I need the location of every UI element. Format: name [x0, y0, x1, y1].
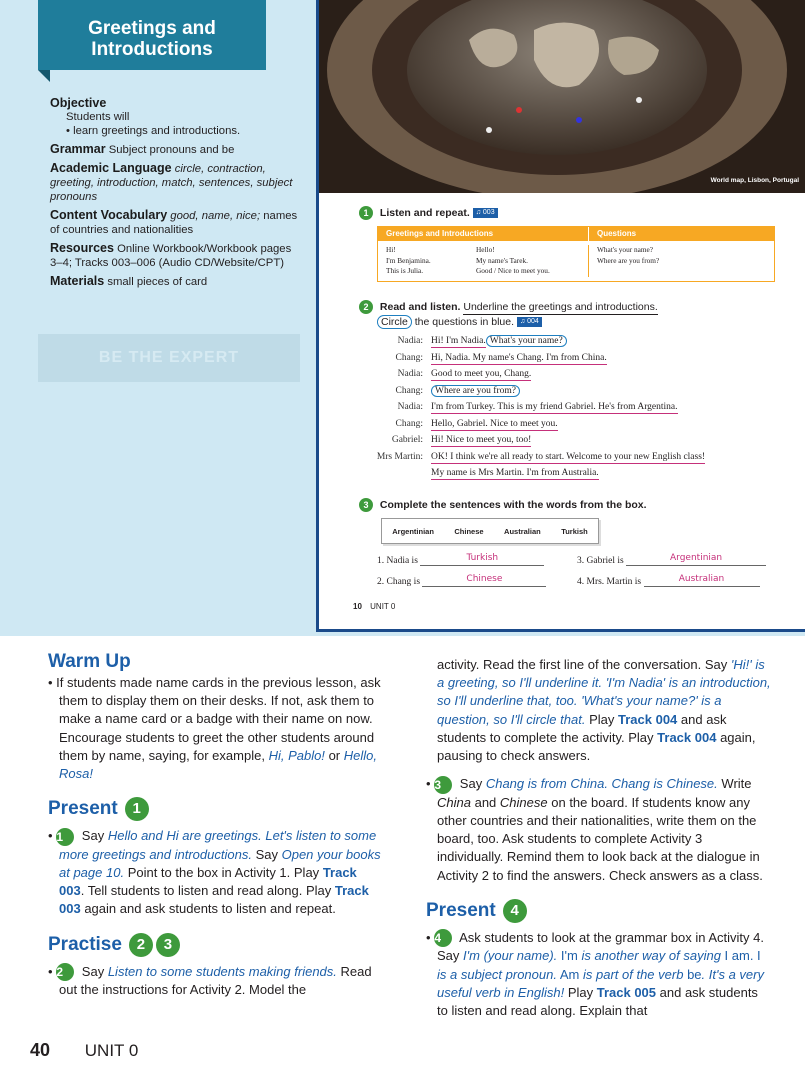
body-text: Play — [589, 711, 615, 727]
grammar-heading: Grammar — [50, 142, 106, 156]
activity-badge: 1 — [56, 828, 74, 846]
practise-heading — [48, 933, 384, 957]
say-text: Say — [81, 828, 105, 844]
unit-label: UNIT 0 — [84, 1041, 139, 1060]
grammar-text: Subject pronouns and be — [108, 144, 235, 156]
box-cell: Hi! — [386, 245, 396, 254]
activity-1-text: Listen and repeat. — [379, 206, 470, 219]
track-reference: Track 003 — [59, 864, 357, 899]
activity-3-paragraph: • 3 Say Chang is from China. Chang is Chinese. Write China and Chinese on the board. If students know any other countries and their nationalities, write them on the board, too. Ask students to complete Activity 3 individually. Remind them to look back at the dialogue in Activity 2 to find the answers. Check answers as a class. — [426, 776, 763, 883]
speaker: Chang: — [395, 352, 423, 363]
dialogue-line — [359, 468, 799, 485]
say-text: Say — [255, 846, 278, 862]
answer-prompt: 3. Gabriel is — [577, 556, 624, 566]
dialogue-line — [359, 452, 799, 469]
box-cell: My name's Tarek. — [476, 255, 528, 265]
example-text: Hello, Rosa! — [59, 747, 377, 782]
warm-up-paragraph — [48, 674, 384, 783]
underlined-text: I'm from Turkey. This is my friend Gabriel. He's from Argentina. — [431, 402, 678, 412]
objective-bullet: • learn greetings and introductions. — [66, 125, 241, 137]
vocab-text: names of countries and nationalities — [50, 210, 298, 236]
body-text: Point to the box in Activity 1. Play — [127, 864, 320, 880]
dialogue-line — [359, 435, 799, 452]
activity-badge: 2 — [129, 933, 153, 957]
teacher-script: is another way of saying — [581, 948, 721, 964]
practise-title: Practise — [48, 933, 122, 955]
track-003-label: 003 — [482, 209, 495, 216]
left-column — [48, 650, 384, 999]
dialogue-line — [359, 402, 799, 419]
answer-item — [377, 574, 546, 587]
dialogue-line — [359, 353, 799, 370]
body-text: Play — [567, 984, 594, 1000]
example-text: Hi, Pablo! — [268, 747, 325, 763]
body-text: and ask students to listen and read along. Explain that — [437, 984, 758, 1018]
word: Argentinian — [392, 526, 434, 536]
answer-value: Chinese — [422, 574, 546, 587]
activity-badge: 4 — [503, 899, 527, 923]
word: Chinese — [454, 526, 484, 536]
body-text: . Tell students to listen and read along. Play — [80, 883, 332, 899]
say-text: Say — [81, 963, 105, 979]
lesson-overview — [50, 96, 300, 293]
right-column — [426, 656, 772, 1020]
greetings-box — [377, 226, 775, 282]
academic-text: circle, contraction, greeting, introduction, match, sentences, subject pronouns — [50, 163, 293, 203]
track-reference: Track 005 — [596, 984, 657, 1000]
activity-2-text: Read and listen. — [379, 301, 461, 313]
box-cell: Hello! — [476, 245, 495, 254]
track-004-label: 004 — [527, 318, 539, 326]
say-text: Say — [459, 776, 483, 792]
underlined-text: Hello, Gabriel. Nice to meet you. — [431, 418, 558, 429]
student-page-unit: UNIT 0 — [370, 602, 396, 611]
word: Australian — [504, 526, 541, 536]
circle-word: Circle — [377, 315, 412, 329]
connector-text: or — [328, 747, 341, 763]
answer-item — [577, 553, 766, 566]
student-book-page — [316, 0, 805, 632]
body-text: Write — [721, 776, 752, 792]
present-title: Present — [48, 798, 118, 820]
teacher-script: Am — [559, 966, 580, 982]
vocab-heading: Content Vocabulary — [50, 208, 168, 222]
body-text: activity. Read the first line of the conversation. Say — [437, 657, 728, 672]
answer-value: Australian — [644, 574, 760, 587]
teacher-script: 'Hi!' is a greeting, so I'll underline it. 'I'm Nadia' is an introduction, so I'll underline that, too. 'What's your name?' is a question, so I'll circle that. — [437, 657, 771, 727]
answer-prompt: 2. Chang is — [377, 577, 421, 587]
teacher-script: I am. I — [724, 948, 761, 964]
teacher-script: is a subject pronoun. — [437, 966, 557, 982]
dialogue-line — [359, 419, 799, 436]
body-text: Ask students to look at the grammar box in Activity 4. Say — [437, 929, 764, 964]
present-title: Present — [426, 899, 496, 921]
speaker: Chang: — [395, 418, 423, 429]
speaker: Nadia: — [397, 369, 423, 379]
box-cell: What's your name? — [597, 245, 654, 254]
underlined-text: Hi! I'm Nadia. — [431, 336, 486, 346]
student-page-number: 10 — [353, 602, 362, 611]
teacher-script: be — [687, 966, 702, 982]
word: Turkish — [561, 526, 588, 536]
activity-badge: 2 — [56, 963, 74, 981]
body-text: again and ask students to listen and repeat. — [84, 901, 336, 917]
answer-value: Argentinian — [626, 553, 766, 566]
dialogue-line — [359, 369, 799, 386]
activity-2-instruction: Underline the greetings and introductions. — [463, 301, 658, 313]
teacher-script: Chang is from China. Chang is Chinese. — [485, 776, 718, 792]
answer-item — [377, 553, 544, 566]
teacher-script: I'm (your name). — [463, 948, 558, 964]
student-page-footer — [353, 602, 395, 611]
activity-2-title — [359, 300, 658, 330]
activity-1-title — [359, 206, 498, 220]
greetings-heading: Greetings and Introductions — [386, 229, 494, 238]
body-text: on the board. If students know any other countries and their nationalities, write them on the board, too. Ask students to complete Activity 3 individually. Remind them to look back at the dialogue in Activity 2 to find the answers. Check answers as a class. — [437, 794, 763, 883]
underlined-text: Hi, Nadia. My name's Chang. I'm from China. — [431, 352, 607, 363]
dialogue-line — [359, 336, 799, 353]
speaker: Nadia: — [397, 402, 423, 412]
activity-3-title — [359, 498, 647, 512]
track-reference: Track 004 — [618, 711, 678, 727]
lesson-title: Greetings and Introductions — [88, 18, 216, 60]
word-box — [381, 518, 599, 544]
photo-caption: World map, Lisbon, Portugal — [710, 177, 799, 184]
track-icon: ♫ 004 — [517, 317, 542, 327]
answer-value: Turkish — [420, 553, 544, 566]
activity-2-instruction-2: the questions in blue. — [414, 316, 515, 328]
present-1-paragraph: • 1 Say Hello and Hi are greetings. Let's listen to some more greetings and introductions. Say Open your books at page 10. Point to the box in Activity 1. Play Track 003. Tell students to listen and read along. Play Track 003 again and ask students to listen and repeat. — [48, 828, 381, 917]
warm-up-heading — [48, 650, 384, 674]
warm-up-title: Warm Up — [48, 651, 131, 672]
teacher-script: Listen to some students making friends. — [107, 963, 337, 979]
page-footer — [30, 1040, 138, 1061]
answer-prompt: 1. Nadia is — [377, 556, 418, 566]
body-text: again, pausing to check answers. — [437, 729, 756, 764]
underlined-text: My name is Mrs Martin. I'm from Australia. — [431, 468, 599, 478]
box-cell: Where are you from? — [597, 255, 660, 265]
box-cell: Good / Nice to meet you. — [476, 266, 550, 275]
body-text: and ask students to complete the activity. Play — [437, 711, 727, 745]
activity-1-number: 1 — [359, 206, 373, 220]
track-reference: Track 003 — [59, 883, 369, 917]
world-map-photo — [319, 0, 805, 193]
circled-question: What's your name? — [486, 335, 567, 347]
lesson-title-banner — [38, 0, 266, 70]
activity-3-number: 3 — [359, 498, 373, 512]
dialogue — [359, 336, 799, 485]
body-text: Read out the instructions for Activity 2. Model the — [59, 963, 372, 998]
activity-3-text: Complete the sentences with the words from the box. — [379, 498, 647, 511]
underlined-text: OK! I think we're all ready to start. Welcome to your new English class! — [431, 451, 706, 462]
materials-heading: Materials — [50, 274, 105, 288]
academic-heading: Academic Language — [50, 161, 172, 175]
objective-heading: Objective — [50, 96, 107, 110]
questions-heading: Questions — [588, 227, 774, 241]
circled-question: Where are you from? — [431, 385, 520, 397]
teacher-script: I'm — [560, 948, 578, 964]
speaker: Mrs Martin: — [376, 451, 423, 462]
speaker: Gabriel: — [391, 435, 423, 445]
teacher-script: . It's a very useful verb in English! — [437, 966, 764, 1000]
speaker: Nadia: — [397, 336, 423, 346]
box-cell: This is Julia. — [386, 266, 424, 275]
answer-item — [577, 574, 760, 587]
activity-badge: 1 — [125, 797, 149, 821]
resources-heading: Resources — [50, 241, 114, 255]
box-cell: I'm Benjamina. — [386, 255, 431, 265]
present-1-heading — [48, 797, 384, 821]
resources-text: Online Workbook/Workbook pages 3–4; Tracks 003–006 (Audio CD/Website/CPT) — [50, 243, 292, 269]
vocab-text-italic: good, name, nice; — [170, 210, 261, 222]
activity-badge: 4 — [434, 929, 452, 947]
underlined-text: Good to meet you, Chang. — [431, 369, 532, 379]
teacher-script: is part of the verb — [583, 966, 684, 982]
activity-2-number: 2 — [359, 300, 373, 314]
teacher-script: Open your books at page 10. — [59, 846, 381, 880]
practise-paragraph: • 2 Say Listen to some students making friends. Read out the instructions for Activity 2. Model the — [48, 963, 372, 998]
page-number: 40 — [30, 1040, 51, 1060]
practise-continued — [426, 656, 772, 765]
activity-badge: 3 — [434, 776, 452, 794]
track-icon: ♫ 003 — [473, 208, 498, 218]
warm-up-text: • If students made name cards in the previous lesson, ask them to display them on their desks. If not, ask them to make a name card or a badge with their name on now. Encourage students to greet the other students around them by name, saying, for example, — [48, 675, 381, 763]
teacher-script: Hello and Hi are greetings. Let's listen to some more greetings and introductions. — [59, 828, 377, 862]
italic-word: Chinese — [499, 794, 548, 810]
speaker: Chang: — [395, 385, 423, 396]
present-4-heading — [426, 899, 772, 923]
track-reference: Track 004 — [657, 729, 717, 745]
underlined-text: Hi! Nice to meet you, too! — [431, 435, 532, 445]
italic-word: China — [437, 794, 471, 810]
dialogue-line — [359, 386, 799, 403]
present-4-paragraph: • 4 Ask students to look at the grammar box in Activity 4. Say I'm (your name). I'm is another way of saying I am. I is a subject pronoun. Am is part of the verb be. It's a very useful verb in English! Play Track 005 and ask students to listen and read along. Explain that — [426, 929, 764, 1018]
materials-text: small pieces of card — [107, 276, 208, 288]
objective-text: Students will — [66, 111, 130, 123]
faded-sidebar-box: BE THE EXPERT — [38, 334, 300, 382]
body-text: and — [474, 794, 497, 810]
answer-prompt: 4. Mrs. Martin is — [577, 577, 642, 587]
activity-badge: 3 — [156, 933, 180, 957]
